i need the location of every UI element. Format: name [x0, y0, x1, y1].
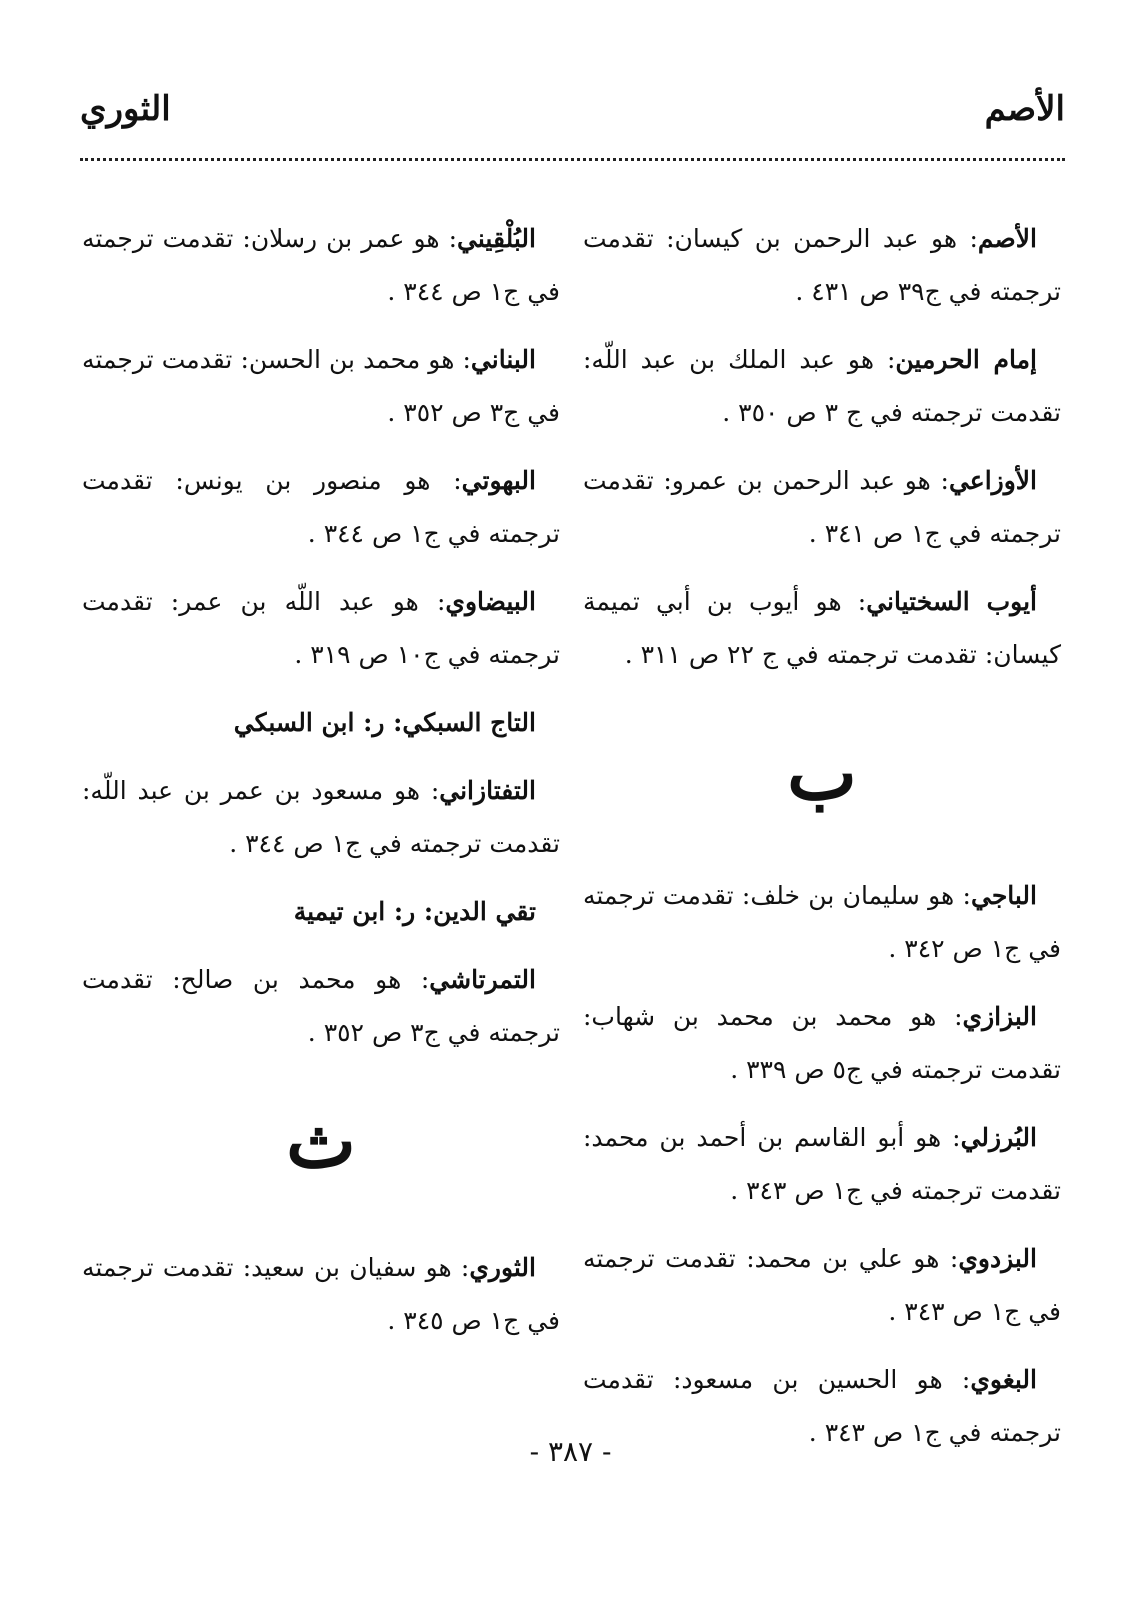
entry-text: : هو سفيان بن سعيد: تقدمت ترجمته في ج١ ص ٣٤٥ . — [82, 1253, 560, 1335]
entry-term: البزدوي — [958, 1244, 1037, 1273]
entry-term: التفتازاني — [439, 776, 536, 805]
page-number: - ٣٨٧ - — [529, 1435, 612, 1468]
entry-term: البناني — [470, 345, 536, 374]
entry-text: : هو منصور بن يونس: تقدمت ترجمته في ج١ ص ٣٤٤ . — [82, 466, 560, 548]
entry-text: : هو سليمان بن خلف: تقدمت ترجمته في ج١ ص ٣٤٢ . — [583, 881, 1061, 963]
entry-text: : هو مسعود بن عمر بن عبد اللّه: تقدمت ترجمته في ج١ ص ٣٤٤ . — [82, 776, 560, 858]
entry-text: : هو عبد اللّه بن عمر: تقدمت ترجمته في ج١٠ ص ٣١٩ . — [82, 587, 560, 669]
entry-term: الباجي — [970, 881, 1037, 910]
section-letter-tha: ث — [286, 1099, 356, 1185]
entry-term: أيوب السختياني — [866, 587, 1037, 616]
entry-term: البُلْقِيني — [457, 224, 536, 253]
entry-term: البُرزلي — [960, 1123, 1037, 1152]
entry-alburzuli — [583, 1111, 1061, 1217]
entry-albahuti — [82, 454, 560, 560]
entry-term: البزازي — [962, 1002, 1037, 1031]
running-head-first-term: الأصم — [984, 89, 1065, 129]
entry-text: : هو محمد بن الحسن: تقدمت ترجمته في ج٣ ص ٣٥٢ . — [82, 345, 560, 427]
entry-term: البغوي — [970, 1365, 1037, 1394]
entry-term: تقي الدين — [433, 897, 536, 926]
entry-alawzai — [583, 454, 1061, 560]
entry-term: الأوزاعي — [948, 466, 1037, 495]
entry-text: : هو عمر بن رسلان: تقدمت ترجمته في ج١ ص ٣٤٤ . — [82, 224, 560, 306]
entry-althawri — [82, 1241, 560, 1347]
entry-albulqini — [82, 212, 560, 318]
entry-albazazi — [583, 990, 1061, 1096]
entry-text: : هو أبو القاسم بن أحمد بن محمد: تقدمت ترجمته في ج١ ص ٣٤٣ . — [583, 1123, 1061, 1205]
running-head-last-term: الثوري — [80, 89, 171, 129]
dotted-rule — [80, 158, 1065, 161]
entry-term: البيضاوي — [445, 587, 536, 616]
entry-imam-alharamayn — [583, 333, 1061, 439]
entry-albaydawi — [82, 575, 560, 681]
entry-taqi-aldin — [82, 885, 560, 938]
entry-alasam — [583, 212, 1061, 318]
entry-text: : ر: ابن السبكي — [233, 708, 403, 737]
entry-text: : هو عبد الرحمن بن عمرو: تقدمت ترجمته في ج١ ص ٣٤١ . — [583, 466, 1061, 548]
left-column — [82, 212, 560, 1362]
entry-term: الأصم — [977, 224, 1037, 253]
entry-text: : هو الحسين بن مسعود: تقدمت ترجمته في ج١ ص ٣٤٣ . — [583, 1365, 1061, 1447]
entry-altaj-alsubki — [82, 696, 560, 749]
entry-term: التمرتاشي — [429, 965, 536, 994]
entry-term: التاج السبكي — [402, 708, 536, 737]
entry-term: إمام الحرمين — [895, 345, 1037, 374]
entry-albannani — [82, 333, 560, 439]
entry-text: : هو عبد الملك بن عبد اللّه: تقدمت ترجمته في ج ٣ ص ٣٥٠ . — [583, 345, 1061, 427]
right-column — [583, 212, 1061, 1474]
entry-text: : هو محمد بن محمد بن شهاب: تقدمت ترجمته في ج٥ ص ٣٣٩ . — [583, 1002, 1061, 1084]
entry-text: : ر: ابن تيمية — [293, 897, 434, 926]
entry-ayyub-alsakhtiyani — [583, 575, 1061, 681]
entry-term: البهوتي — [461, 466, 536, 495]
entry-text: : هو عبد الرحمن بن كيسان: تقدمت ترجمته في ج٣٩ ص ٤٣١ . — [583, 224, 1061, 306]
entry-text: : هو أيوب بن أبي تميمة كيسان: تقدمت ترجمته في ج ٢٢ ص ٣١١ . — [583, 587, 1061, 669]
entry-albazdawi — [583, 1232, 1061, 1338]
entry-text: : هو علي بن محمد: تقدمت ترجمته في ج١ ص ٣٤٣ . — [583, 1244, 1061, 1326]
entry-albaji — [583, 869, 1061, 975]
entry-altaftazani — [82, 764, 560, 870]
entry-term: الثوري — [469, 1253, 536, 1282]
entry-altimurtashi — [82, 953, 560, 1059]
section-letter-ba: ب — [787, 731, 857, 817]
entry-text: : هو محمد بن صالح: تقدمت ترجمته في ج٣ ص ٣٥٢ . — [82, 965, 560, 1047]
running-head — [80, 84, 1065, 148]
